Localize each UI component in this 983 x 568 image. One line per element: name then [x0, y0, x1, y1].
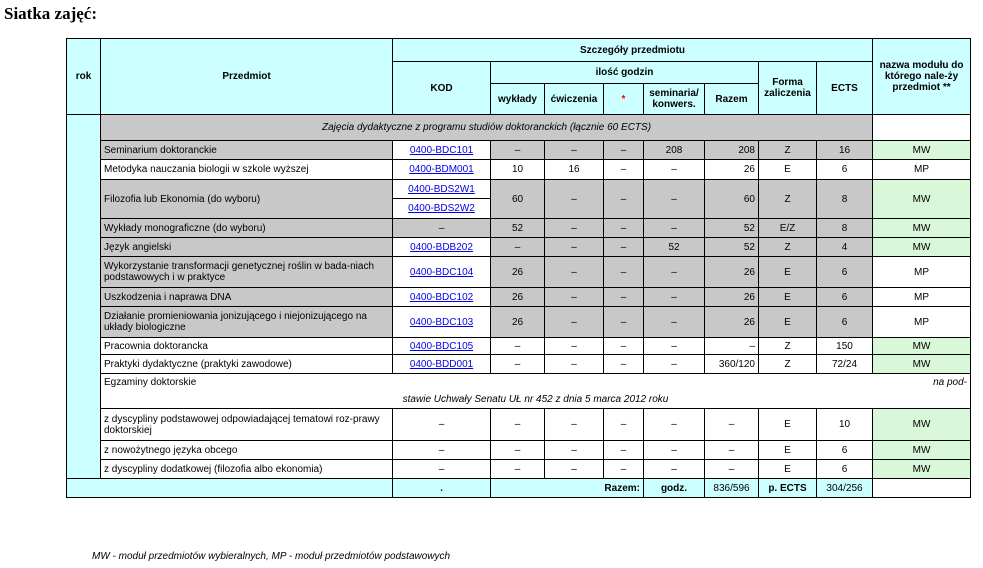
header-cwiczenia: ćwiczenia [545, 84, 604, 115]
cell-ects: 8 [817, 180, 873, 219]
table-row [67, 160, 971, 180]
course-name: Praktyki dydaktyczne (praktyki zawodowe) [101, 355, 393, 374]
table-row [67, 355, 971, 374]
cell-star: – [604, 338, 644, 355]
course-name: Język angielski [101, 238, 393, 257]
cell-wyklady: – [491, 338, 545, 355]
exam-code: – [393, 460, 491, 479]
footnote: MW - moduł przedmiotów wybieralnych, MP - moduł przedmiotów podstawowych [92, 551, 451, 562]
cell-seminaria: – [644, 257, 705, 288]
cell-ects: 6 [817, 160, 873, 180]
exams-title: Egzaminy doktorskie [104, 377, 197, 388]
rok-cell [67, 115, 101, 479]
cell-modul: MW [873, 238, 971, 257]
table-row [67, 238, 971, 257]
cell-forma: E [759, 409, 817, 441]
cell-wyklady: – [491, 441, 545, 460]
exam-name: z dyscypliny podstawowej odpowiadającej tematowi roz-prawy doktorskiej [101, 409, 393, 441]
totals-ects-value: 304/256 [817, 479, 873, 498]
cell-ects: 6 [817, 460, 873, 479]
cell-cwiczenia: – [545, 257, 604, 288]
totals-modul-empty [873, 479, 971, 498]
exam-code: – [393, 441, 491, 460]
header-forma-zaliczenia: Forma zaliczenia [759, 62, 817, 115]
totals-razem-label: Razem: [491, 479, 644, 498]
cell-cwiczenia: – [545, 409, 604, 441]
cell-ects: 72/24 [817, 355, 873, 374]
header-przedmiot: Przedmiot [101, 39, 393, 115]
totals-godz-label: godz. [644, 479, 705, 498]
course-grid-table [66, 38, 971, 498]
cell-wyklady: 26 [491, 307, 545, 338]
cell-razem: 26 [705, 288, 759, 307]
cell-cwiczenia: – [545, 238, 604, 257]
cell-star: – [604, 460, 644, 479]
table-row [67, 141, 971, 160]
cell-modul: MW [873, 355, 971, 374]
totals-row [67, 479, 971, 498]
cell-wyklady: 60 [491, 180, 545, 219]
course-code-link[interactable]: 0400-BDC102 [409, 291, 474, 303]
exam-name: z nowożytnego języka obcego [101, 441, 393, 460]
exams-note-right: na pod- [933, 377, 968, 388]
course-name: Uszkodzenia i naprawa DNA [101, 288, 393, 307]
cell-star: – [604, 307, 644, 338]
cell-modul: MP [873, 160, 971, 180]
cell-forma: E [759, 288, 817, 307]
course-code: – [393, 219, 491, 238]
table-row [67, 441, 971, 460]
cell-forma: Z [759, 141, 817, 160]
course-code-link[interactable]: 0400-BDC104 [409, 266, 474, 278]
table-row [67, 338, 971, 355]
cell-seminaria: – [644, 409, 705, 441]
course-code-link[interactable]: 0400-BDC101 [409, 144, 474, 156]
header-ects: ECTS [817, 62, 873, 115]
cell-modul: MW [873, 219, 971, 238]
cell-forma: E [759, 460, 817, 479]
cell-modul: MW [873, 409, 971, 441]
cell-ects: 6 [817, 441, 873, 460]
page-title: Siatka zajęć: [4, 4, 98, 23]
table-row [67, 180, 971, 199]
cell-star: – [604, 160, 644, 180]
cell-wyklady: – [491, 238, 545, 257]
course-name: Filozofia lub Ekonomia (do wyboru) [101, 180, 393, 219]
cell-cwiczenia: – [545, 441, 604, 460]
cell-seminaria: – [644, 338, 705, 355]
cell-wyklady: – [491, 355, 545, 374]
cell-forma: E [759, 307, 817, 338]
cell-cwiczenia: – [545, 307, 604, 338]
header-ilosc-godzin: ilość godzin [491, 62, 759, 84]
course-name: Metodyka nauczania biologii w szkole wyższej [101, 160, 393, 180]
totals-dot: . [393, 479, 491, 498]
cell-seminaria: – [644, 160, 705, 180]
course-name: Wykorzystanie transformacji genetycznej roślin w bada-niach podstawowych i w praktyce [101, 257, 393, 288]
course-name: Wykłady monograficzne (do wyboru) [101, 219, 393, 238]
cell-modul: MW [873, 338, 971, 355]
cell-razem: 52 [705, 238, 759, 257]
cell-cwiczenia: – [545, 288, 604, 307]
cell-razem: 26 [705, 307, 759, 338]
header-wyklady: wykłady [491, 84, 545, 115]
cell-forma: Z [759, 355, 817, 374]
cell-razem: 208 [705, 141, 759, 160]
cell-forma: Z [759, 238, 817, 257]
course-code-link[interactable]: 0400-BDM001 [409, 164, 474, 175]
cell-star: – [604, 409, 644, 441]
cell-razem: 52 [705, 219, 759, 238]
course-code-link[interactable]: 0400-BDD001 [409, 358, 474, 370]
cell-razem: 26 [705, 257, 759, 288]
course-name: Działanie promieniowania jonizującego i niejonizującego na układy biologiczne [101, 307, 393, 338]
totals-ects-label: p. ECTS [759, 479, 817, 498]
table-row [67, 288, 971, 307]
cell-forma: E [759, 160, 817, 180]
cell-wyklady: 10 [491, 160, 545, 180]
cell-wyklady: – [491, 409, 545, 441]
cell-seminaria: – [644, 180, 705, 219]
course-name: Seminarium doktoranckie [101, 141, 393, 160]
cell-ects: 6 [817, 257, 873, 288]
header-seminaria: seminaria/ konwers. [644, 84, 705, 115]
cell-star: – [604, 219, 644, 238]
course-code-link[interactable]: 0400-BDC103 [409, 316, 474, 328]
cell-modul: MW [873, 441, 971, 460]
cell-star: – [604, 238, 644, 257]
cell-star: – [604, 180, 644, 219]
totals-godz-value: 836/596 [705, 479, 759, 498]
section-modul-cell [873, 115, 971, 141]
header-szczegoly: Szczegóły przedmiotu [393, 39, 873, 62]
cell-modul: MW [873, 180, 971, 219]
cell-forma: E/Z [759, 219, 817, 238]
cell-razem: – [705, 460, 759, 479]
cell-seminaria: – [644, 288, 705, 307]
table-row [67, 409, 971, 441]
header-rok: rok [67, 39, 101, 115]
cell-razem: 360/120 [705, 355, 759, 374]
cell-star: – [604, 288, 644, 307]
cell-forma: Z [759, 180, 817, 219]
cell-seminaria: – [644, 460, 705, 479]
header-kod: KOD [393, 62, 491, 115]
course-code-link[interactable]: 0400-BDS2W2 [408, 203, 475, 214]
cell-seminaria: – [644, 307, 705, 338]
cell-razem: 26 [705, 160, 759, 180]
cell-seminaria: 52 [644, 238, 705, 257]
cell-razem: 60 [705, 180, 759, 219]
table-row [67, 307, 971, 338]
cell-modul: MP [873, 288, 971, 307]
cell-cwiczenia: – [545, 355, 604, 374]
exam-name: z dyscypliny dodatkowej (filozofia albo ekonomia) [101, 460, 393, 479]
cell-forma: E [759, 257, 817, 288]
cell-cwiczenia: – [545, 460, 604, 479]
cell-razem: – [705, 409, 759, 441]
section-title: Zajęcia dydaktyczne z programu studiów doktoranckich (łącznie 60 ECTS) [101, 115, 873, 141]
cell-wyklady: 26 [491, 288, 545, 307]
cell-ects: 150 [817, 338, 873, 355]
cell-modul: MW [873, 460, 971, 479]
cell-wyklady: 26 [491, 257, 545, 288]
cell-razem: – [705, 441, 759, 460]
cell-wyklady: – [491, 141, 545, 160]
cell-ects: 6 [817, 307, 873, 338]
exams-header-row [67, 374, 971, 409]
course-code-link[interactable]: 0400-BDB202 [410, 241, 473, 253]
course-code-link[interactable]: 0400-BDC105 [409, 340, 474, 352]
cell-star: – [604, 355, 644, 374]
table-row [67, 460, 971, 479]
cell-seminaria: – [644, 219, 705, 238]
cell-seminaria: – [644, 355, 705, 374]
cell-ects: 6 [817, 288, 873, 307]
cell-modul: MP [873, 257, 971, 288]
totals-empty [67, 479, 393, 498]
cell-ects: 16 [817, 141, 873, 160]
course-name: Pracownia doktorancka [101, 338, 393, 355]
cell-cwiczenia: – [545, 219, 604, 238]
table-row [67, 219, 971, 238]
course-code-link[interactable]: 0400-BDS2W1 [408, 183, 475, 195]
cell-wyklady: – [491, 460, 545, 479]
cell-razem: – [705, 338, 759, 355]
cell-cwiczenia: – [545, 338, 604, 355]
cell-seminaria: – [644, 441, 705, 460]
header-modul: nazwa modułu do którego nale-ży przedmiot ** [873, 39, 971, 115]
header-star: * [604, 84, 644, 115]
cell-forma: Z [759, 338, 817, 355]
header-razem: Razem [705, 84, 759, 115]
exam-code: – [393, 409, 491, 441]
cell-seminaria: 208 [644, 141, 705, 160]
cell-cwiczenia: – [545, 141, 604, 160]
cell-star: – [604, 441, 644, 460]
cell-ects: 10 [817, 409, 873, 441]
cell-ects: 4 [817, 238, 873, 257]
exams-note-center: stawie Uchwały Senatu UŁ nr 452 z dnia 5 marca 2012 roku [402, 394, 669, 405]
cell-cwiczenia: 16 [545, 160, 604, 180]
cell-star: – [604, 257, 644, 288]
table-row [67, 257, 971, 288]
cell-modul: MP [873, 307, 971, 338]
cell-forma: E [759, 441, 817, 460]
cell-wyklady: 52 [491, 219, 545, 238]
cell-cwiczenia: – [545, 180, 604, 219]
cell-star: – [604, 141, 644, 160]
cell-modul: MW [873, 141, 971, 160]
cell-ects: 8 [817, 219, 873, 238]
